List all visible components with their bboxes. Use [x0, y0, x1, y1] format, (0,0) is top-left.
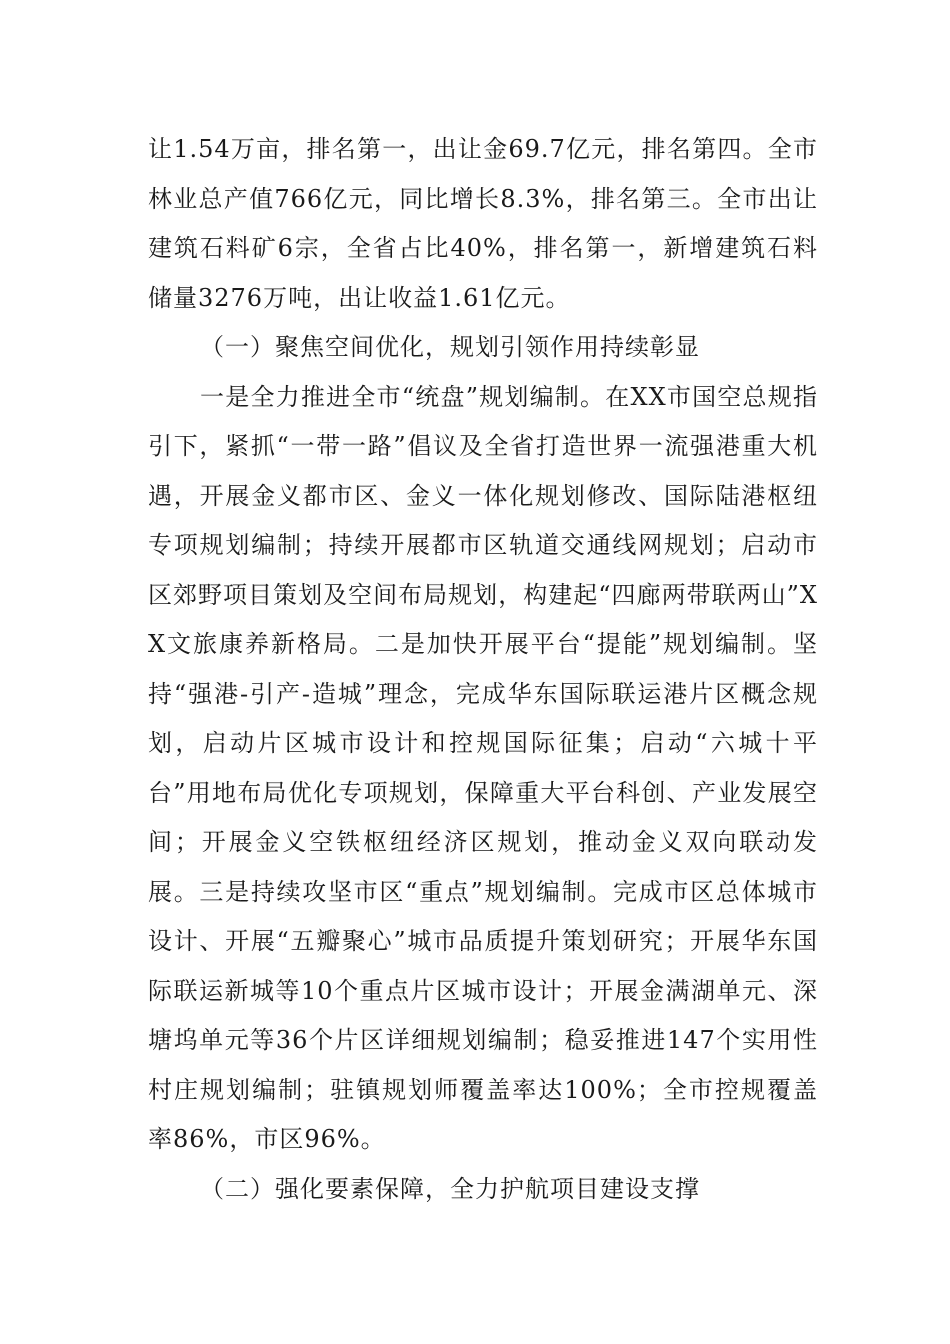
paragraph-planning-work: 一是全力推进全市“统盘”规划编制。在XX市国空总规指引下，紧抓“一带一路”倡议及全省打造世界一流强港重大机遇，开展金义都市区、金义一体化规划修改、国际陆港枢纽专项规划编制；持续开展都市区轨道交通线网规划；启动市区郊野项目策划及空间布局规划，构建起“四廊两带联两山”XX文旅康养新格局。二是加快开展平台“提能”规划编制。坚持“强港-引产-造城”理念，完成华东国际联运港片区概念规划，启动片区城市设计和控规国际征集；启动“六城十平台”用地布局优化专项规划，保障重大平台科创、产业发展空间；开展金义空铁枢纽经济区规划，推动金义双向联动发展。三是持续攻坚市区“重点”规划编制。完成市区总体城市设计、开展“五瓣聚心”城市品质提升策划研究；开展华东国际联运新城等10个重点片区城市设计；开展金满湖单元、深塘坞单元等36个片区详细规划编制；稳妥推进147个实用性村庄规划编制；驻镇规划师覆盖率达100%；全市控规覆盖率86%，市区96%。	[148, 382, 818, 1153]
paragraph-land-transfer-stats: 让1.54万亩，排名第一，出让金69.7亿元，排名第四。全市林业总产值766亿元，同比增长8.3%，排名第三。全市出让建筑石料矿6宗，全省占比40%，排名第一，新增建筑石料储量3276万吨，出让收益1.61亿元。	[148, 135, 818, 312]
section-heading-factor-guarantee: （二）强化要素保障，全力护航项目建设支撑	[200, 1174, 700, 1203]
document-body	[148, 125, 818, 1214]
section-heading-spatial-optimization: （一）聚焦空间优化，规划引领作用持续彰显	[200, 333, 700, 361]
